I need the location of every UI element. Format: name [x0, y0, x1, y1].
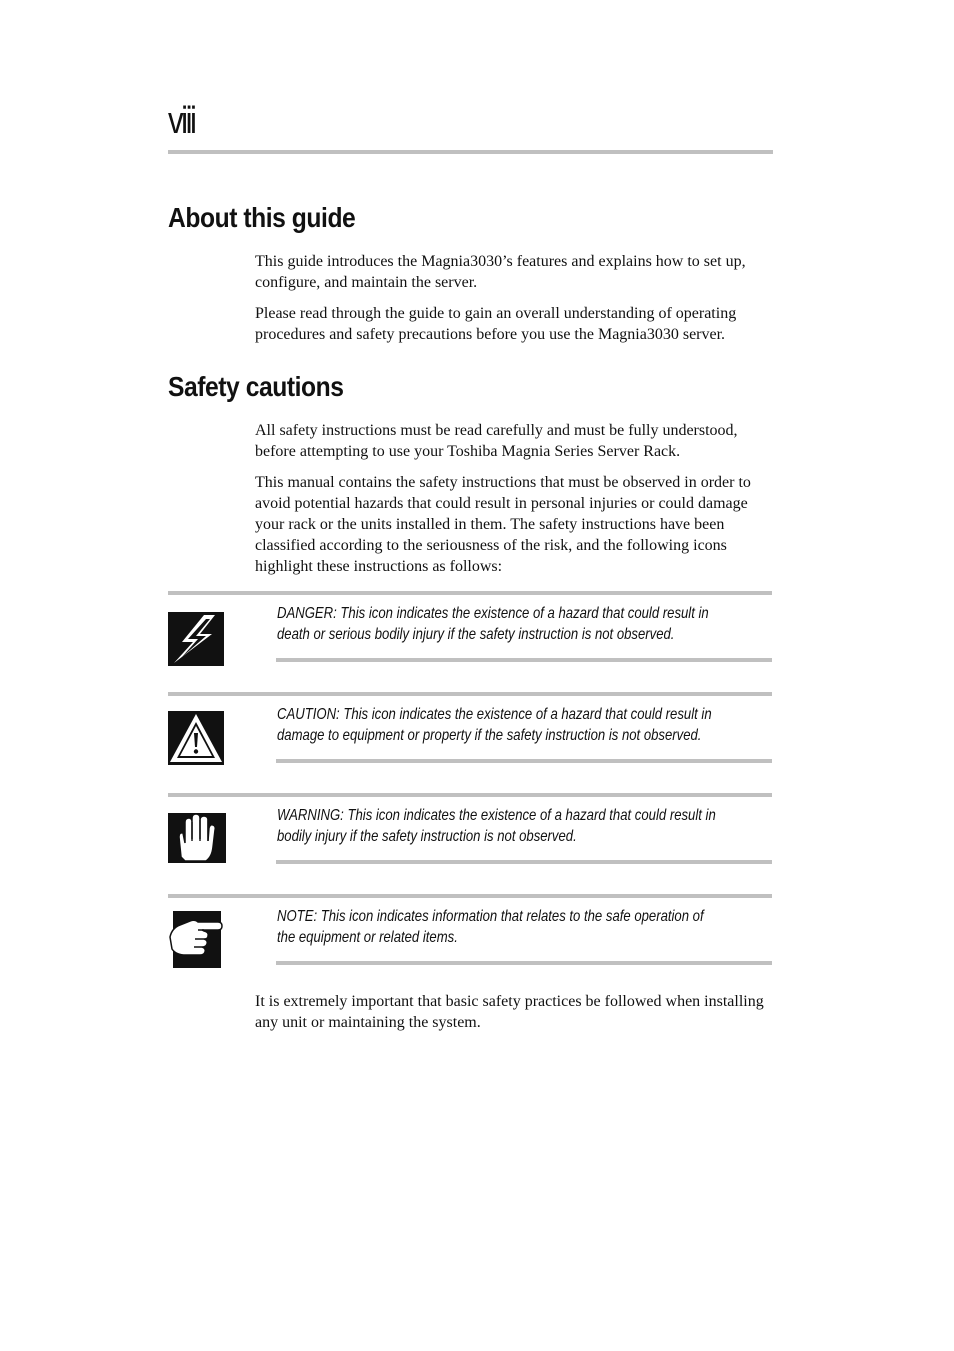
note-notice-line-1: NOTE: This icon indicates information that relates to the safe operation of	[277, 908, 704, 925]
lightning-bolt-icon	[168, 612, 224, 666]
about-paragraph-2: Please read through the guide to gain an overall understanding of operating procedures and safety precautions before you use the Magnia3030 server.	[255, 305, 737, 343]
closing-paragraph: It is extremely important that basic safety practices be followed when installing any unit or maintaining the system.	[255, 993, 764, 1031]
notice-bottom-rule	[276, 759, 772, 763]
notice-bottom-rule	[276, 961, 772, 965]
about-section-title: About this guide	[168, 202, 356, 233]
caution-notice-line-1: CAUTION: This icon indicates the existence of a hazard that could result in	[277, 706, 712, 723]
notice-top-rule	[168, 793, 772, 797]
header-rule	[168, 150, 773, 154]
danger-notice-line-2: death or serious bodily injury if the safety instruction is not observed.	[277, 626, 675, 643]
safety-paragraph-1: All safety instructions must be read carefully and must be fully understood, before attempting to use your Toshiba Magnia Series Server Rack.	[255, 422, 738, 460]
page-number: viii	[168, 100, 195, 142]
caution-notice-line-2: damage to equipment or property if the safety instruction is not observed.	[277, 727, 702, 744]
about-paragraph-1: This guide introduces the Magnia3030’s features and explains how to set up, configure, and maintain the server.	[255, 253, 746, 291]
note-notice-line-2: the equipment or related items.	[277, 929, 458, 946]
safety-paragraph-2: This manual contains the safety instructions that must be observed in order to avoid potential hazards that could result in personal injuries or could damage your rack or the units installed in them. The safety instructions have been classified according to the seriousness of the risk, and the following icons highlight these instructions as follows:	[255, 474, 751, 575]
pointing-hand-icon	[168, 911, 224, 968]
raised-hand-icon	[168, 813, 226, 863]
notice-top-rule	[168, 894, 772, 898]
notice-bottom-rule	[276, 658, 772, 662]
warning-notice-line-1: WARNING: This icon indicates the existence of a hazard that could result in	[277, 807, 716, 824]
notice-top-rule	[168, 692, 772, 696]
notice-top-rule	[168, 591, 772, 595]
notice-bottom-rule	[276, 860, 772, 864]
safety-section-title: Safety cautions	[168, 371, 344, 402]
warning-notice-line-2: bodily injury if the safety instruction is not observed.	[277, 828, 577, 845]
danger-notice-line-1: DANGER: This icon indicates the existence of a hazard that could result in	[277, 605, 709, 622]
warning-triangle-icon	[168, 711, 224, 765]
